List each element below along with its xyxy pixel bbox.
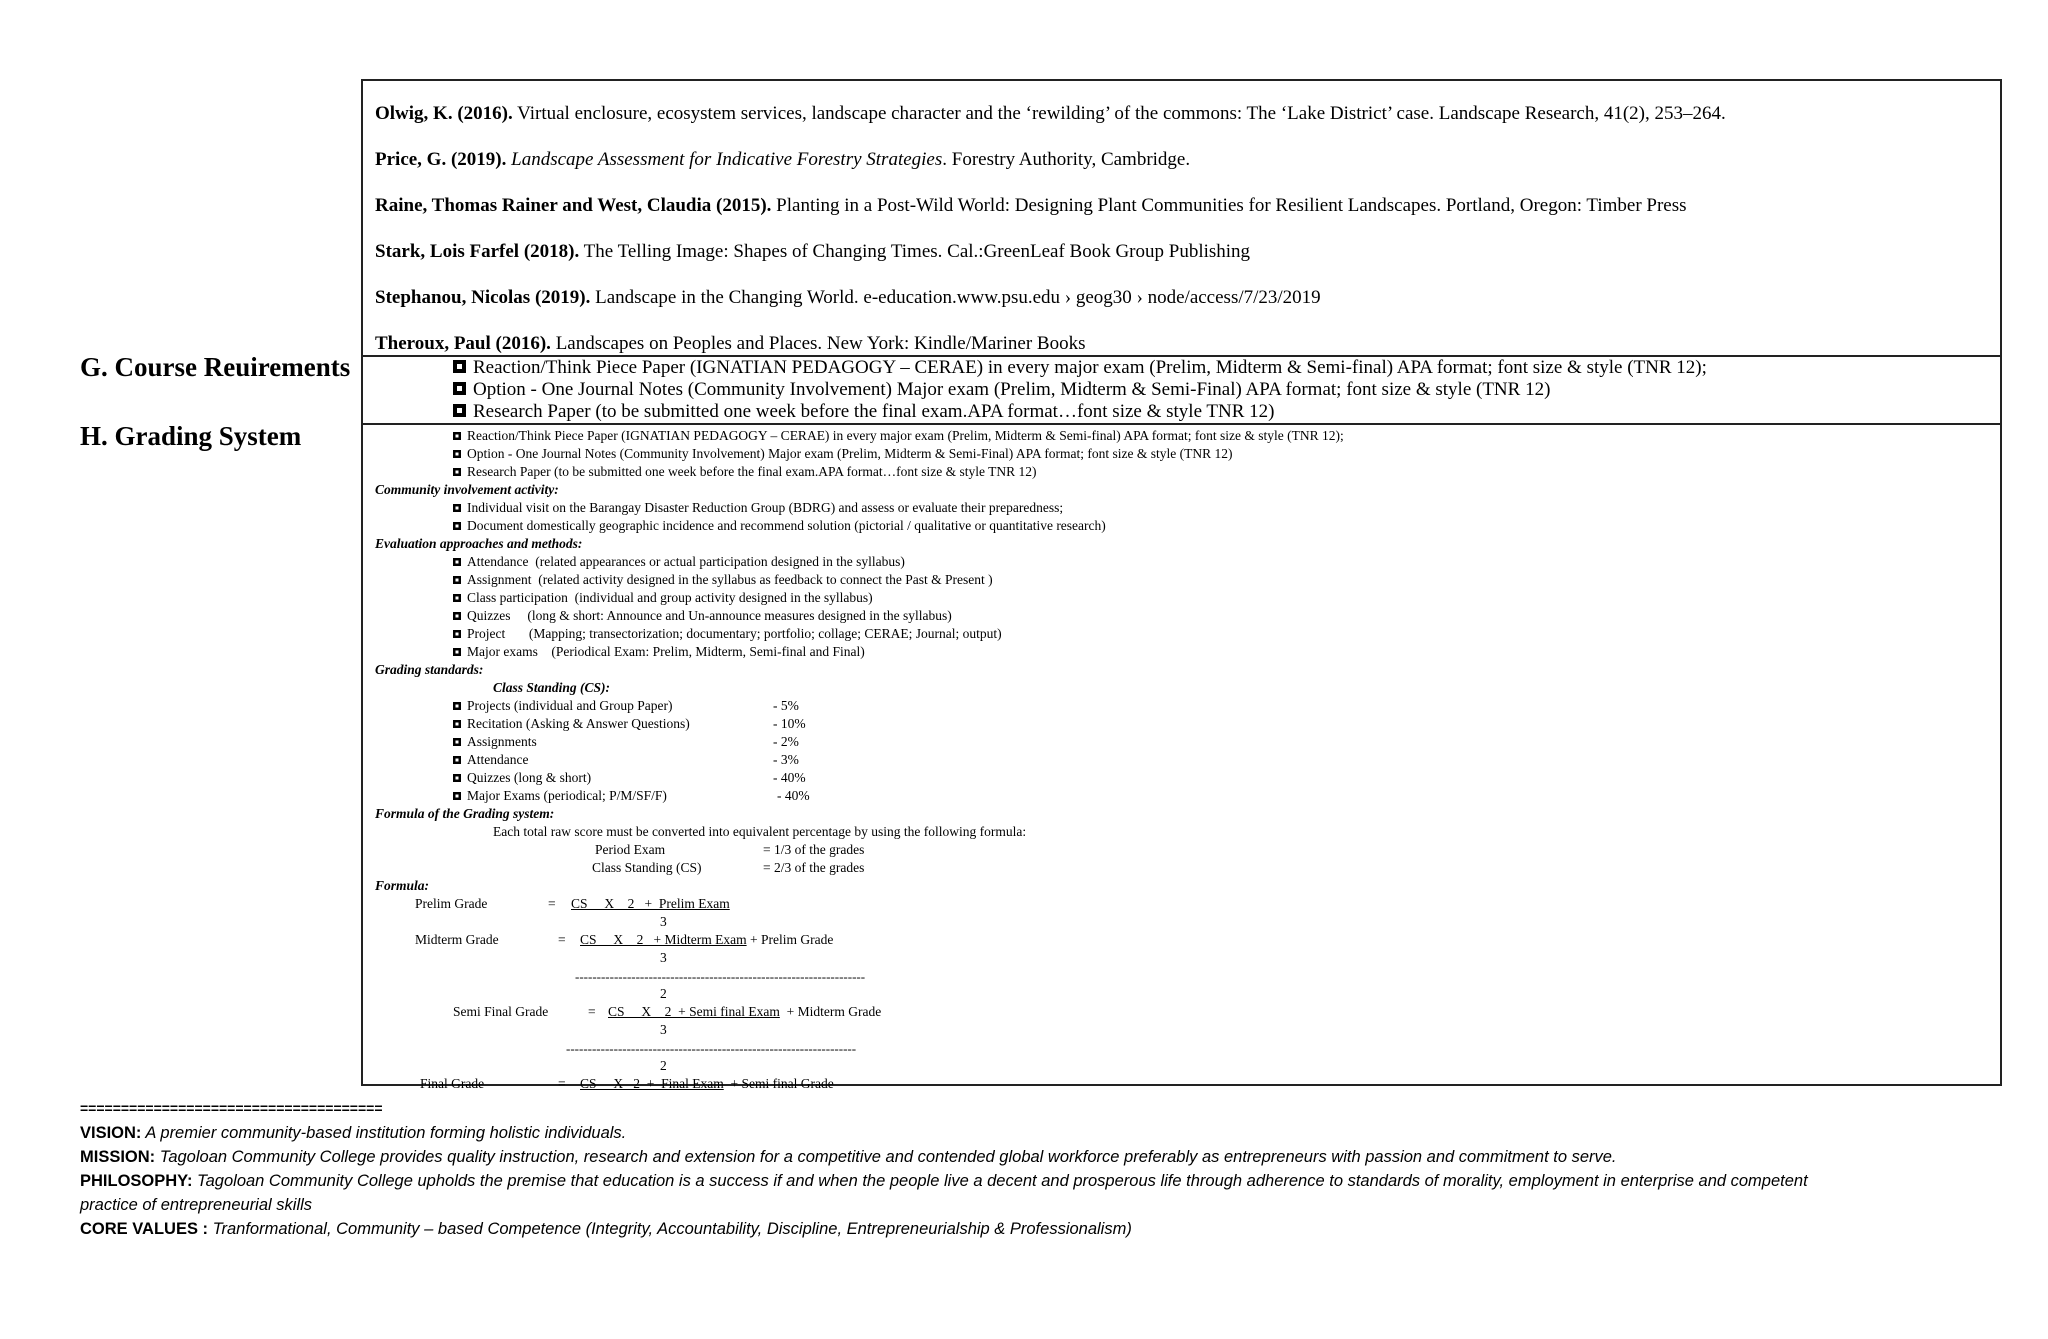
course-requirements-row xyxy=(363,357,2000,425)
mission-statement: MISSION: Tagoloan Community College provides quality instruction, research and extension for a competitive and contended global workforce preferably as entrepreneurs with passion and commitment to serve. xyxy=(80,1148,1617,1166)
standard-item: Recitation (Asking & Answer Questions) xyxy=(453,717,690,731)
bullet-square-icon xyxy=(453,432,461,440)
semi-final-formula: CS X 2 + Semi final Exam + Midterm Grade xyxy=(608,1004,882,1019)
bullet-square-icon xyxy=(453,792,461,800)
reference-item: Raine, Thomas Rainer and West, Claudia (2015). Planting in a Post-Wild World: Designing Plant Communities for Resilient Landscapes. Portland, Oregon: Timber Press xyxy=(375,195,1687,216)
formula-intro: Each total raw score must be converted into equivalent percentage by using the following formula: xyxy=(493,824,1027,839)
period-exam-label: Period Exam xyxy=(595,842,666,857)
standard-item: Major Exams (periodical; P/M/SF/F) xyxy=(453,789,667,803)
references-row xyxy=(363,81,2000,357)
midterm-label: Midterm Grade xyxy=(415,932,499,947)
bullet-square-icon xyxy=(453,382,466,395)
evaluation-item: Project (Mapping; transectorization; documentary; portfolio; collage; CERAE; Journal; output) xyxy=(453,627,1002,641)
vision-statement: VISION: A premier community-based institution forming holistic individuals. xyxy=(80,1124,627,1142)
grading-system-row xyxy=(363,425,2000,1091)
bullet-square-icon xyxy=(453,522,461,530)
standard-percent: - 5% xyxy=(773,698,799,713)
standard-item: Projects (individual and Group Paper) xyxy=(453,699,672,713)
grading-req-item: Reaction/Think Piece Paper (IGNATIAN PEDAGOGY – CERAE) in every major exam (Prelim, Midterm & Semi-final) APA format; font size & style (TNR 12); xyxy=(453,429,1344,443)
midterm-division-line: ------------------------------------------------------------------- xyxy=(575,969,866,984)
midterm-formula: CS X 2 + Midterm Exam + Prelim Grade xyxy=(580,932,834,947)
evaluation-item: Assignment (related activity designed in the syllabus as feedback to connect the Past & Present ) xyxy=(453,573,993,587)
community-item: Individual visit on the Barangay Disaster Reduction Group (BDRG) and assess or evaluate their preparedness; xyxy=(453,501,1063,515)
bullet-square-icon xyxy=(453,738,461,746)
final-formula: CS X 2 + Final Exam + Semi final Grade xyxy=(580,1076,834,1091)
requirement-item: Reaction/Think Piece Paper (IGNATIAN PEDAGOGY – CERAE) in every major exam (Prelim, Midterm & Semi-final) APA format; font size & style (TNR 12); xyxy=(453,357,1707,379)
reference-item: Theroux, Paul (2016). Landscapes on Peoples and Places. New York: Kindle/Mariner Books xyxy=(375,333,1086,354)
semi-final-equals: = xyxy=(588,1004,596,1019)
midterm-divisor: 2 xyxy=(660,986,667,1001)
core-values-statement: CORE VALUES : Tranformational, Community – based Competence (Integrity, Accountability, Discipline, Entrepreneurialship & Professionalism) xyxy=(80,1220,1132,1238)
evaluation-item: Attendance (related appearances or actual participation designed in the syllabus) xyxy=(453,555,905,569)
class-standing-label: Class Standing (CS) xyxy=(592,860,702,875)
semi-final-division-line: ------------------------------------------------------------------- xyxy=(566,1041,857,1056)
section-g-heading: G. Course Reuirements xyxy=(80,352,351,382)
grading-req-item: Option - One Journal Notes (Community Involvement) Major exam (Prelim, Midterm & Semi-Final) APA format; font size & style (TNR 12) xyxy=(453,447,1233,461)
standard-item: Attendance xyxy=(453,753,528,767)
bullet-square-icon xyxy=(453,774,461,782)
bullet-square-icon xyxy=(453,702,461,710)
bullet-square-icon xyxy=(453,630,461,638)
grading-req-item: Research Paper (to be submitted one week before the final exam.APA format…font size & style TNR 12) xyxy=(453,465,1036,479)
standards-heading: Grading standards: xyxy=(375,662,484,677)
standard-item: Quizzes (long & short) xyxy=(453,771,591,785)
formula-heading: Formula: xyxy=(375,878,430,893)
midterm-denominator: 3 xyxy=(660,950,667,965)
philosophy-statement-cont: practice of entrepreneurial skills xyxy=(80,1196,313,1214)
semi-final-denominator: 3 xyxy=(660,1022,667,1037)
standard-percent: - 3% xyxy=(773,752,799,767)
evaluation-heading: Evaluation approaches and methods: xyxy=(375,536,583,551)
semi-final-divisor: 2 xyxy=(660,1058,667,1073)
reference-item: Stark, Lois Farfel (2018). The Telling Image: Shapes of Changing Times. Cal.:GreenLeaf Book Group Publishing xyxy=(375,241,1251,262)
bullet-square-icon xyxy=(453,558,461,566)
bullet-square-icon xyxy=(453,756,461,764)
reference-item: Price, G. (2019). Landscape Assessment for Indicative Forestry Strategies. Forestry Authority, Cambridge. xyxy=(375,149,1191,170)
reference-item: Olwig, K. (2016). Virtual enclosure, ecosystem services, landscape character and the ‘rewilding’ of the commons: The ‘Lake District’ case. Landscape Research, 41(2), 253–264. xyxy=(375,103,1726,124)
standard-percent: - 40% xyxy=(773,770,806,785)
period-exam-value: = 1/3 of the grades xyxy=(763,842,865,857)
evaluation-item: Class participation (individual and group activity designed in the syllabus) xyxy=(453,591,873,605)
syllabus-table xyxy=(361,79,2002,1091)
standard-percent: - 10% xyxy=(773,716,806,731)
final-label: Final Grade xyxy=(420,1076,485,1091)
prelim-denominator: 3 xyxy=(660,914,667,929)
prelim-label: Prelim Grade xyxy=(415,896,488,911)
formula-system-heading: Formula of the Grading system: xyxy=(375,806,555,821)
bullet-square-icon xyxy=(453,450,461,458)
prelim-equals: = xyxy=(548,896,556,911)
prelim-numerator: CS X 2 + Prelim Exam xyxy=(571,896,730,911)
footer-separator: ===================================== xyxy=(80,1100,383,1116)
class-standing-value: = 2/3 of the grades xyxy=(763,860,865,875)
standard-percent: - 2% xyxy=(773,734,799,749)
bullet-square-icon xyxy=(453,504,461,512)
requirement-item: Option - One Journal Notes (Community Involvement) Major exam (Prelim, Midterm & Semi-Final) APA format; font size & style (TNR 12) xyxy=(453,379,1550,401)
evaluation-item: Major exams (Periodical Exam: Prelim, Midterm, Semi-final and Final) xyxy=(453,645,865,659)
semi-final-label: Semi Final Grade xyxy=(453,1004,549,1019)
bullet-square-icon xyxy=(453,468,461,476)
bullet-square-icon xyxy=(453,720,461,728)
final-equals: = xyxy=(558,1076,566,1091)
standard-item: Assignments xyxy=(453,735,537,749)
bullet-square-icon xyxy=(453,648,461,656)
requirement-item: Research Paper (to be submitted one week before the final exam.APA format…font size & style TNR 12) xyxy=(453,401,1275,423)
section-h-heading: H. Grading System xyxy=(80,421,302,451)
bullet-square-icon xyxy=(453,360,466,373)
community-item: Document domestically geographic incidence and recommend solution (pictorial / qualitative or quantitative research) xyxy=(453,519,1106,533)
class-standing-heading: Class Standing (CS): xyxy=(493,680,611,695)
philosophy-statement: PHILOSOPHY: Tagoloan Community College upholds the premise that education is a success if and when the people live a decent and prosperous life through adherence to standards of morality, employment in enterprise and competent xyxy=(80,1172,1808,1190)
bullet-square-icon xyxy=(453,576,461,584)
reference-item: Stephanou, Nicolas (2019). Landscape in the Changing World. e-education.www.psu.edu › geog30 › node/access/7/23/2019 xyxy=(375,287,1321,308)
bullet-square-icon xyxy=(453,404,466,417)
evaluation-item: Quizzes (long & short: Announce and Un-announce measures designed in the syllabus) xyxy=(453,609,952,623)
bullet-square-icon xyxy=(453,594,461,602)
midterm-equals: = xyxy=(558,932,566,947)
standard-percent: - 40% xyxy=(777,788,810,803)
bullet-square-icon xyxy=(453,612,461,620)
community-heading: Community involvement activity: xyxy=(375,482,559,497)
